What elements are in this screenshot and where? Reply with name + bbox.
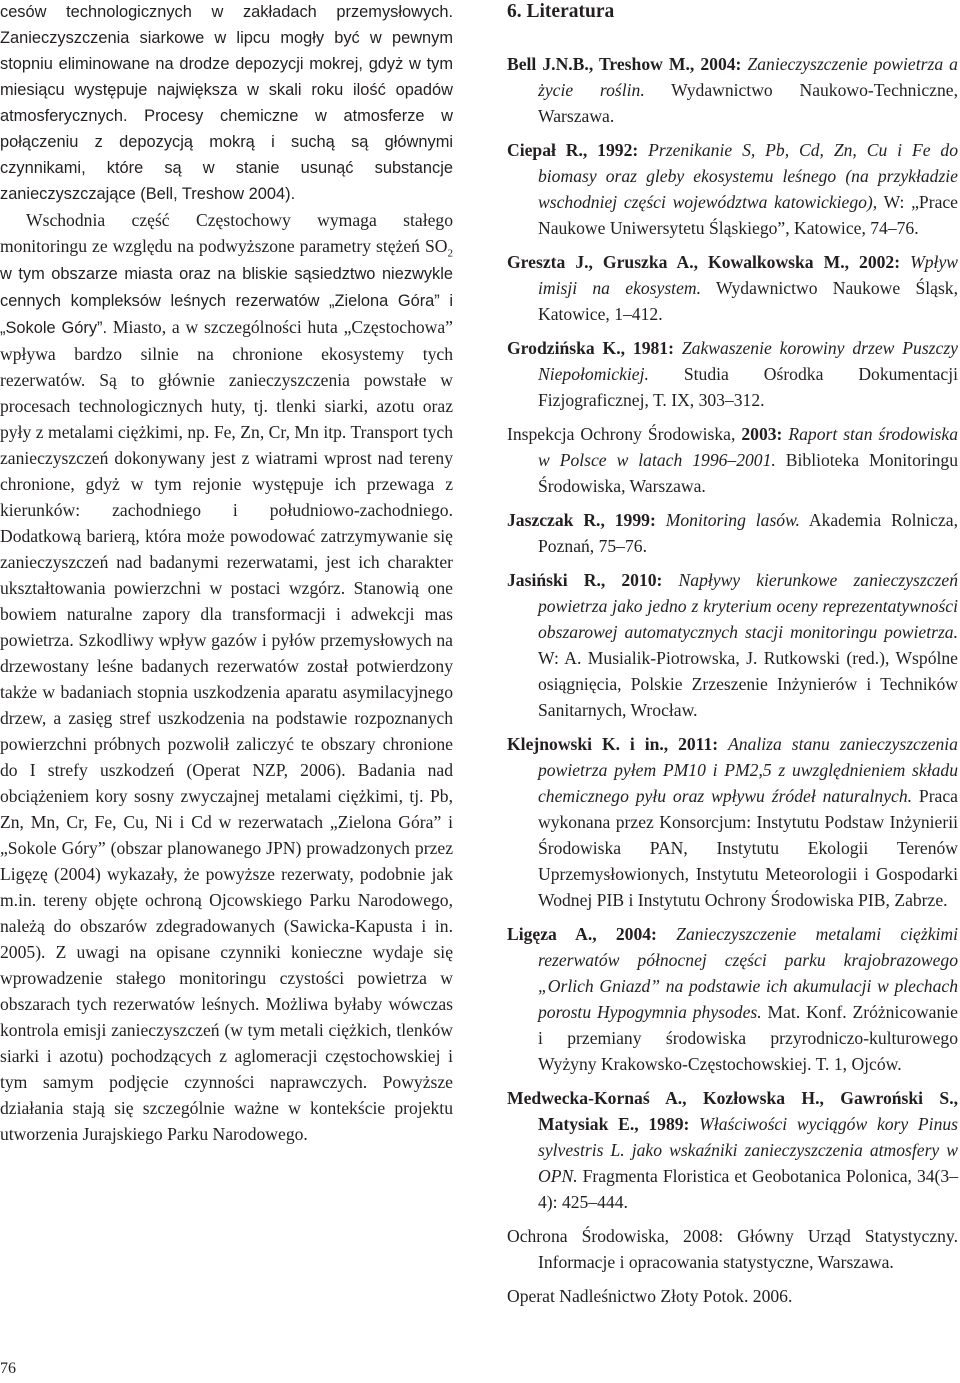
reference-details: Biblioteka Monitoringu Środowiska, Warszawa. bbox=[538, 450, 958, 496]
reference-authors: Medwecka-Kornaś A., Kozłowska H., Gawroński S., Matysiak E., 1989: bbox=[507, 1088, 958, 1134]
reference-title: Analiza stanu zanieczyszczenia powietrza pyłem PM10 i PM2,5 z uwzględnieniem składu chemicznego pyłu oraz wpływu źródeł naturalnych. bbox=[538, 734, 958, 806]
reference-entry bbox=[507, 567, 958, 723]
reference-details: Fragmenta Floristica et Geobotanica Polonica, 34(3–4): 425–444. bbox=[538, 1166, 958, 1212]
reference-entry bbox=[507, 249, 958, 327]
reference-list bbox=[507, 51, 958, 1309]
paragraph-1: cesów technologicznych w zakładach przemysłowych. Zanieczyszczenia siarkowe w lipcu mogły być w pewnym stopniu eliminowane na drodze depozycji mokrej, gdyż w tym miesiącu występuje największa w skali roku ilość opadów atmosferycznych. Procesy chemiczne w atmosferze w połączeniu z depozycją mokrą i suchą są głównymi czynnikami, które są w stanie usunąć substancje zanieczyszczające (Bell, Treshow 2004). bbox=[0, 3, 453, 203]
left-column bbox=[0, 0, 453, 1147]
reference-entry bbox=[507, 421, 958, 499]
reference-authors: Grodzińska K., 1981: bbox=[507, 338, 674, 358]
reference-authors: Ciepał R., 1992: bbox=[507, 140, 639, 160]
reference-entry bbox=[507, 921, 958, 1077]
reference-text: Inspekcja Ochrony Środowiska, bbox=[507, 424, 742, 444]
reference-entry bbox=[507, 507, 958, 559]
reference-entry bbox=[507, 731, 958, 913]
reference-title: Zakwaszenie korowiny drzew Puszczy Niepołomickiej. bbox=[538, 338, 958, 384]
reference-entry bbox=[507, 137, 958, 241]
section-heading: 6. Literatura bbox=[507, 1, 615, 22]
page-number: 76 bbox=[0, 1360, 16, 1377]
reference-details: Mat. Konf. Zróżnicowanie i przemiany środowiska przyrodniczo-kulturowego Wyżyny Krakowsko-Częstochowskiej. T. 1, Ojców. bbox=[538, 1002, 958, 1074]
reference-authors: Ligęza A., 2004: bbox=[507, 924, 657, 944]
reference-details: W: „Prace Naukowe Uniwersytetu Śląskiego”, Katowice, 74–76. bbox=[538, 192, 958, 238]
paragraph-2 bbox=[0, 207, 453, 1147]
reference-text: Ochrona Środowiska, 2008: Główny Urząd Statystyczny. Informacje i opracowania statystyczne, Warszawa. bbox=[507, 1226, 958, 1272]
reference-entry bbox=[507, 1283, 958, 1309]
reference-authors: Jaszczak R., 1999: bbox=[507, 510, 656, 530]
reference-details: Studia Ośrodka Dokumentacji Fizjograficznej, T. IX, 303–312. bbox=[538, 364, 958, 410]
reference-details: Wydawnictwo Naukowo-Techniczne, Warszawa. bbox=[538, 80, 958, 126]
reference-details: Praca wykonana przez Konsorcjum: Instytutu Podstaw Inżynierii Środowiska PAN, Instytutu Ekologii Terenów Uprzemysłowionych, Instytutu Meteorologii i Gospodarki Wodnej PIB i Instytutu Ochrony Środowiska PIB, Zabrze. bbox=[538, 786, 958, 910]
paragraph-2-start: Wschodnia część Częstochowy wymaga stałego monitoringu ze względu na podwyższone parametry stężeń SO bbox=[0, 210, 453, 256]
reference-title: Zanieczyszczenie powietrza a życie roślin. bbox=[538, 54, 958, 100]
paragraph-2-rest: Miasto, a w szczególności huta „Częstochowa” wpływa bardzo silnie na chronione ekosystemy tych rezerwatów. Są to głównie zanieczyszczenia powstałe w procesach technologicznych huty, tj. tlenki siarki, azotu oraz pyły z metalami ciężkimi, np. Fe, Zn, Cr, Mn itp. Transport tych zanieczyszczeń dokonywany jest z wiatrami wprost nad tereny chronione, gdyż w tym rejonie występuje ich przewaga z kierunków: zachodniego i południowo-zachodniego. Dodatkową barierą, która może powodować zatrzymywanie się zanieczyszczeń nad badanymi rezerwatami, jest ich charakter ukształtowania powierzchni w postaci wzgórz. Stanowią one bowiem naturalne zapory dla transformacji i adwekcji mas powietrza. Szkodliwy wpływ gazów i pyłów przemysłowych na drzewostany leśne badanych rezerwatów został potwierdzony także w badaniach stopnia uszkodzenia aparatu asymilacyjnego drzew, a zasięg stref uszkodzenia na podstawie rozpoznanych powierzchni próbnych pozwolił zaliczyć te obszary chronione do I strefy uszkodzeń (Operat NZP, 2006). Badania nad obciążeniem kory sosny zwyczajnej metalami ciężkimi, tj. Pb, Zn, Mn, Cr, Fe, Cu, Ni i Cd w rezerwatach „Zielona Góra” i „Sokole Góry” (obszar planowanego JPN) prowadzonych przez Ligęzę (2004) wykazały, że powyższe rezerwaty, podobnie jak m.in. tereny objęte ochroną Ojcowskiego Parku Narodowego, należą do obszarów zdegradowanych (Sawicka-Kapusta i in. 2005). Z uwagi na opisane czynniki konieczne wydaje się wprowadzenie stałego monitoringu czystości powietrza w obszarach tych rezerwatów leśnych. Możliwa byłaby wówczas kontrola emisji zanieczyszczeń (w tym metali ciężkich, tlenków siarki i azotu) pochodzących z aglomeracji częstochowskiej i tym samym podjęcie czynności naprawczych. Powyższe działania stają się szczególnie ważne w kontekście projektu utworzenia Jurajskiego Parku Narodowego. bbox=[0, 317, 453, 1144]
reference-details: Wydawnictwo Naukowe Śląsk, Katowice, 1–412. bbox=[538, 278, 958, 324]
reference-authors: Jasiński R., 2010: bbox=[507, 570, 663, 590]
reference-title: Wpływ imisji na ekosystem. bbox=[538, 252, 958, 298]
reference-entry bbox=[507, 1223, 958, 1275]
reference-authors: Klejnowski K. i in., 2011: bbox=[507, 734, 719, 754]
reference-title: Właściwości wyciągów kory Pinus sylvestris L. jako wskaźniki zanieczyszczenia atmosfery w OPN. bbox=[538, 1114, 959, 1186]
reference-title: Zanieczyszczenie metalami ciężkimi rezerwatów północnej części parku krajobrazowego „Orlich Gniazd” na podstawie ich akumulacji w plechach porostu Hypogymnia physodes. bbox=[538, 924, 958, 1022]
reference-details: W: A. Musialik-Piotrowska, J. Rutkowski (red.), Wspólne osiągnięcia, Polskie Zrzeszenie Inżynierów i Techników Sanitarnych, Wrocław. bbox=[538, 648, 958, 720]
reference-title: Monitoring lasów. bbox=[665, 510, 800, 530]
reference-authors: Bell J.N.B., Treshow M., 2004: bbox=[507, 54, 742, 74]
reference-title: Przenikanie S, Pb, Cd, Zn, Cu i Fe do biomasy oraz gleby ekosystemu leśnego (na przykładzie wschodniej części województwa katowickiego), bbox=[538, 140, 959, 212]
reference-entry bbox=[507, 51, 958, 129]
reference-authors: Greszta J., Gruszka A., Kowalkowska M., 2002: bbox=[507, 252, 901, 272]
reference-details: Akademia Rolnicza, Poznań, 75–76. bbox=[538, 510, 958, 556]
so2-subscript: 2 bbox=[447, 247, 453, 260]
right-column bbox=[507, 0, 958, 1317]
reference-entry bbox=[507, 1085, 958, 1215]
paragraph-2-mid: w tym obszarze miasta oraz na bliskie sąsiedztwo niezwykle cennych kompleksów leśnych rezerwatów „Zielona Góra” i „Sokole Góry”. bbox=[0, 265, 453, 337]
reference-authors: 2003: bbox=[741, 424, 783, 444]
reference-entry bbox=[507, 335, 958, 413]
reference-text: Operat Nadleśnictwo Złoty Potok. 2006. bbox=[507, 1286, 793, 1306]
reference-title: Raport stan środowiska w Polsce w latach 1996–2001. bbox=[538, 424, 958, 470]
reference-title: Napływy kierunkowe zanieczyszczeń powietrza jako jedno z kryterium oceny reprezentatywności obszarowej automatycznych stacji monitoringu powietrza. bbox=[538, 570, 958, 642]
